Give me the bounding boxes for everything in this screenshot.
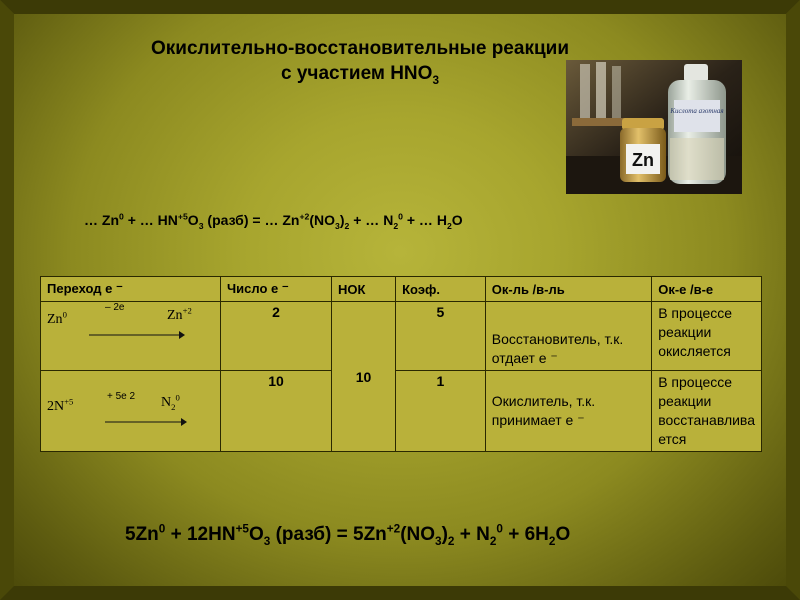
balanced-equation: [125, 524, 570, 546]
eq2-sub: 3: [263, 534, 271, 548]
cell-role-n: Окислитель, т.к. принимает е ⁻: [485, 371, 651, 452]
eq1-part: + … HN: [123, 212, 178, 228]
electron-balance-table: [40, 276, 762, 452]
n-to-charge: 0: [175, 392, 180, 403]
eq1-sub: 2: [344, 220, 350, 231]
header-coef: Коэф.: [396, 277, 486, 302]
header-lcm: НОК: [331, 277, 395, 302]
eq2-part: O: [248, 524, 264, 545]
zn-from: [47, 309, 67, 328]
eq1-sub: 3: [335, 220, 340, 231]
table-row: [41, 371, 762, 452]
eq1-part: (NO: [309, 212, 336, 228]
header-role: Ок-ль /в-ль: [485, 277, 651, 302]
table-header-row: [41, 277, 762, 302]
eq1-sup: +2: [299, 211, 310, 222]
eq2-sup: 0: [496, 522, 503, 536]
cell-coef-n: 1: [396, 371, 486, 452]
cell-process-zn: В процессе реакции окисляется: [652, 302, 762, 371]
eq2-sub: 2: [489, 534, 497, 548]
eq2-sup: +5: [235, 522, 249, 536]
header-transition: Переход е ⁻: [41, 277, 221, 302]
cell-coef-zn: 5: [396, 302, 486, 371]
cell-count-n: 10: [221, 371, 332, 452]
eq2-sup: 0: [158, 522, 166, 536]
eq1-sup: 0: [119, 211, 124, 222]
eq1-part: + … N: [349, 212, 394, 228]
zn-from-symbol: Zn: [47, 312, 63, 327]
zn-from-charge: 0: [62, 309, 67, 320]
eq1-part: … Zn: [84, 212, 119, 228]
eq2-part: (разб) = 5Zn: [270, 524, 387, 545]
title-line-1: Окислительно-восстановительные реакции: [150, 38, 569, 59]
eq1-sup: +5: [177, 211, 188, 222]
cell-role-zn: Восстановитель, т.к. отдает е ⁻: [485, 302, 651, 371]
n-to-symbol: N: [161, 395, 172, 410]
n-to: [161, 392, 180, 412]
eq1-part: (разб) = … Zn: [203, 212, 300, 228]
photo-bottle-label: Кислота азотная: [670, 107, 724, 115]
frame-top: [0, 0, 800, 14]
table-row: [41, 302, 762, 371]
eq1-sub: 2: [393, 220, 399, 231]
n-from-symbol: 2N: [47, 399, 65, 414]
zn-to: [167, 305, 192, 324]
n-from-charge: +5: [64, 396, 74, 407]
eq2-part: + 6H: [502, 524, 549, 545]
eq1-part: O: [187, 212, 199, 228]
eq1-part: ): [339, 212, 345, 228]
photo-zinc-nitric-acid: [566, 60, 742, 194]
eq2-part: ): [441, 524, 448, 545]
n-from: [47, 396, 74, 415]
eq1-sub: 2: [446, 220, 452, 231]
arrow-right-icon: [103, 417, 187, 427]
eq2-sub: 3: [435, 534, 442, 548]
frame-left: [0, 0, 14, 600]
header-electron-count: Число е ⁻: [221, 277, 332, 302]
eq2-sub: 2: [548, 534, 556, 548]
title-line-2-text: с участием HNO: [281, 63, 433, 84]
reaction-scheme: [84, 211, 463, 231]
cell-lcm: 10: [331, 302, 395, 452]
frame-right: [786, 0, 800, 600]
n-to-index: 2: [171, 401, 176, 412]
eq2-part: 5Zn: [125, 524, 159, 545]
header-process: Ок-е /в-е: [652, 277, 762, 302]
eq1-sup: 0: [398, 211, 403, 222]
eq2-part: + 12HN: [165, 524, 236, 545]
eq2-part: + N: [454, 524, 490, 545]
photo-zn-label: Zn: [632, 150, 654, 170]
eq2-part: (NO: [400, 524, 436, 545]
eq2-sub: 2: [447, 534, 455, 548]
zn-electrons: – 2e: [105, 302, 125, 313]
eq1-part: O: [451, 212, 463, 228]
zn-to-symbol: Zn: [167, 308, 183, 323]
eq1-part: + … H: [402, 212, 447, 228]
eq2-part: O: [555, 524, 571, 545]
cell-process-n: В процессе реакции восстанавлива ется: [652, 371, 762, 452]
cell-transition-n: [41, 371, 221, 452]
photo-illustration: [566, 60, 742, 194]
title-line-2-sub: 3: [432, 73, 439, 87]
n-electrons: + 5e 2: [107, 391, 136, 402]
arrow-right-icon: [87, 330, 185, 340]
cell-count-zn: 2: [221, 302, 332, 371]
eq2-sup: +2: [386, 522, 401, 536]
frame-bottom: [0, 586, 800, 600]
zn-to-charge: +2: [182, 305, 192, 316]
cell-transition-zn: [41, 302, 221, 371]
eq1-sub: 3: [198, 220, 204, 231]
